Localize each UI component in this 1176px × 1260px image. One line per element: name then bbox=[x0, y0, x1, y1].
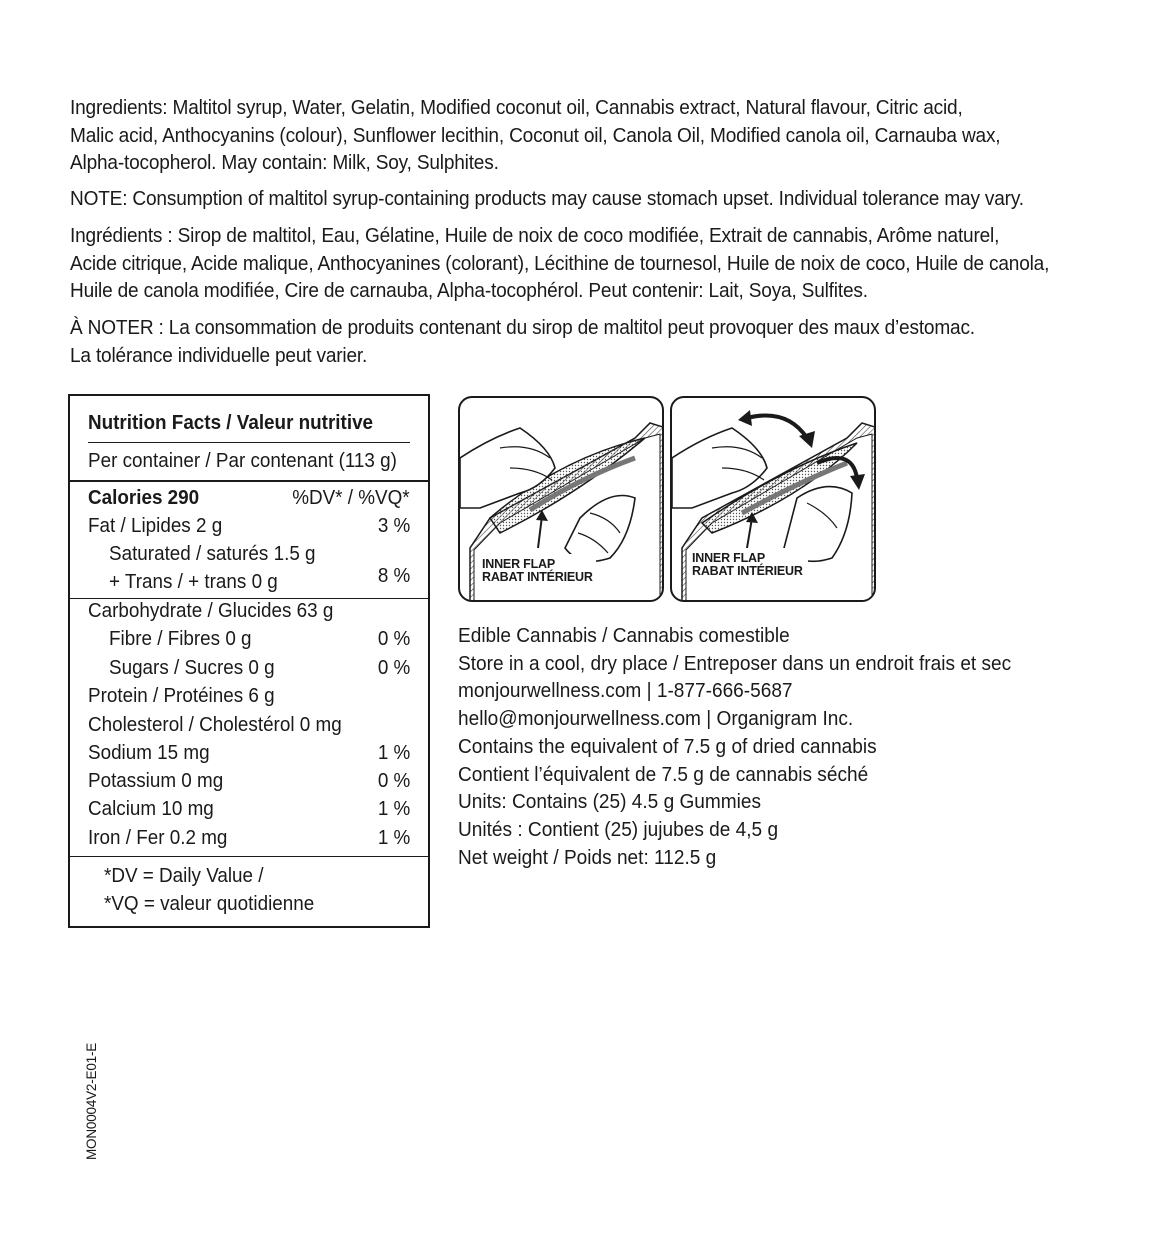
nutrient-row bbox=[88, 824, 410, 852]
inner-flap-label bbox=[692, 552, 803, 578]
nutrient-label: Cholesterol / Cholestérol 0 mg bbox=[88, 713, 342, 736]
nutrient-dv: 0 % bbox=[377, 769, 410, 792]
nutrient-label: Iron / Fer 0.2 mg bbox=[88, 826, 228, 849]
serving-size-text: Per container / Par contenant (113 g) bbox=[88, 449, 397, 472]
nutrient-label: Sugars / Sucres 0 g bbox=[109, 656, 275, 679]
nutrient-row bbox=[88, 564, 410, 596]
text-line: NOTE: Consumption of maltitol syrup-containing products may cause stomach upset. Individual tolerance may vary. bbox=[70, 187, 1024, 210]
inner-flap-en: INNER FLAP bbox=[482, 557, 556, 571]
nutrient-label: Sodium 15 mg bbox=[88, 741, 210, 764]
info-line: Edible Cannabis / Cannabis comestible bbox=[458, 624, 790, 647]
text-line: Ingredients: Maltitol syrup, Water, Gelatin, Modified coconut oil, Cannabis extract, Natural flavour, Citric acid, bbox=[70, 96, 963, 119]
info-line: Unités : Contient (25) jujubes de 4,5 g bbox=[458, 817, 779, 841]
nutrition-facts-table bbox=[68, 394, 430, 928]
divider bbox=[88, 442, 410, 443]
nutrition-title-text: Nutrition Facts / Valeur nutritive bbox=[88, 411, 374, 434]
inner-flap-fr: RABAT INTÉRIEUR bbox=[692, 564, 803, 578]
nutrient-row bbox=[88, 767, 410, 795]
nutrition-title bbox=[88, 409, 410, 437]
nutrient-dv: 8 % bbox=[377, 564, 410, 587]
nutrient-dv: 1 % bbox=[377, 741, 410, 764]
nutrient-label: Fat / Lipides 2 g bbox=[88, 514, 223, 537]
nutrient-row bbox=[88, 512, 410, 540]
calories-label: Calories 290 bbox=[88, 486, 200, 509]
serving-size bbox=[88, 447, 410, 475]
nutrient-label: Carbohydrate / Glucides 63 g bbox=[88, 599, 334, 622]
nutrient-label: Protein / Protéines 6 g bbox=[88, 684, 275, 707]
note-english bbox=[70, 185, 1056, 213]
nutrient-row bbox=[88, 654, 410, 682]
inner-flap-fr: RABAT INTÉRIEUR bbox=[482, 570, 593, 584]
info-line: Store in a cool, dry place / Entreposer dans un endroit frais et sec bbox=[458, 651, 1012, 675]
nutrient-row bbox=[88, 795, 410, 823]
website-phone-line: monjourwellness.com | 1-877-666-5687 bbox=[458, 679, 793, 703]
footnote-text: *DV = Daily Value / bbox=[104, 864, 264, 887]
nutrient-label: Calcium 10 mg bbox=[88, 797, 214, 820]
nutrient-label: Saturated / saturés 1.5 g bbox=[109, 542, 316, 565]
nutrient-dv: 3 % bbox=[377, 514, 410, 537]
footnote-line bbox=[88, 890, 410, 918]
opening-illustration-step-2 bbox=[670, 396, 876, 602]
nutrient-row bbox=[88, 682, 410, 710]
info-line: Units: Contains (25) 4.5 g Gummies bbox=[458, 790, 762, 814]
nutrient-label: Fibre / Fibres 0 g bbox=[109, 627, 252, 650]
nutrient-label: + Trans / + trans 0 g bbox=[109, 570, 278, 593]
text-line: Huile de canola modifiée, Cire de carnauba, Alpha-tocophérol. Peut contenir: Lait, Soya, Sulfites. bbox=[70, 279, 868, 302]
product-code: MON0004V2-E01-E bbox=[84, 1042, 99, 1160]
nutrient-label: Potassium 0 mg bbox=[88, 769, 224, 792]
text-line: Malic acid, Anthocyanins (colour), Sunflower lecithin, Coconut oil, Canola Oil, Modified canola oil, Carnauba wax, bbox=[70, 123, 1001, 147]
dv-header: %DV* / %VQ* bbox=[292, 486, 410, 509]
calories-row bbox=[88, 484, 410, 512]
nutrient-dv: 1 % bbox=[377, 826, 410, 849]
product-info bbox=[458, 622, 1158, 871]
inner-flap-en: INNER FLAP bbox=[692, 551, 766, 565]
inner-flap-label bbox=[482, 558, 593, 584]
text-line: La tolérance individuelle peut varier. bbox=[70, 343, 368, 367]
opening-illustration-step-1 bbox=[458, 396, 664, 602]
nutrient-row bbox=[88, 711, 410, 739]
nutrient-dv: 0 % bbox=[377, 656, 410, 679]
footnote-text: *VQ = valeur quotidienne bbox=[104, 892, 315, 915]
thick-divider bbox=[70, 480, 428, 482]
nutrient-dv: 0 % bbox=[377, 627, 410, 650]
nutrient-row bbox=[88, 625, 410, 653]
text-line: Alpha-tocopherol. May contain: Milk, Soy, Sulphites. bbox=[70, 151, 499, 174]
nutrient-row bbox=[88, 597, 410, 625]
text-line: Acide citrique, Acide malique, Anthocyanines (colorant), Lécithine de tournesol, Huile de noix de coco, Huile de canola, bbox=[70, 251, 1050, 275]
ingredients-french bbox=[70, 222, 1056, 305]
footnote-line bbox=[88, 862, 410, 890]
nutrient-dv: 1 % bbox=[377, 797, 410, 820]
email-company-line: hello@monjourwellness.com | Organigram Inc. bbox=[458, 707, 854, 731]
info-line: Contient l’équivalent de 7.5 g de cannabis séché bbox=[458, 762, 869, 786]
text-line: Ingrédients : Sirop de maltitol, Eau, Gélatine, Huile de noix de coco modifiée, Extrait de cannabis, Arôme naturel, bbox=[70, 224, 1000, 247]
info-line: Contains the equivalent of 7.5 g of dried cannabis bbox=[458, 734, 877, 758]
divider bbox=[70, 856, 428, 857]
nutrient-row bbox=[88, 540, 410, 568]
text-line: À NOTER : La consommation de produits contenant du sirop de maltitol peut provoquer des maux d’estomac. bbox=[70, 316, 975, 339]
net-weight-line: Net weight / Poids net: 112.5 g bbox=[458, 845, 717, 869]
nutrient-row bbox=[88, 739, 410, 767]
note-french bbox=[70, 314, 1056, 369]
ingredients-english bbox=[70, 94, 1056, 177]
